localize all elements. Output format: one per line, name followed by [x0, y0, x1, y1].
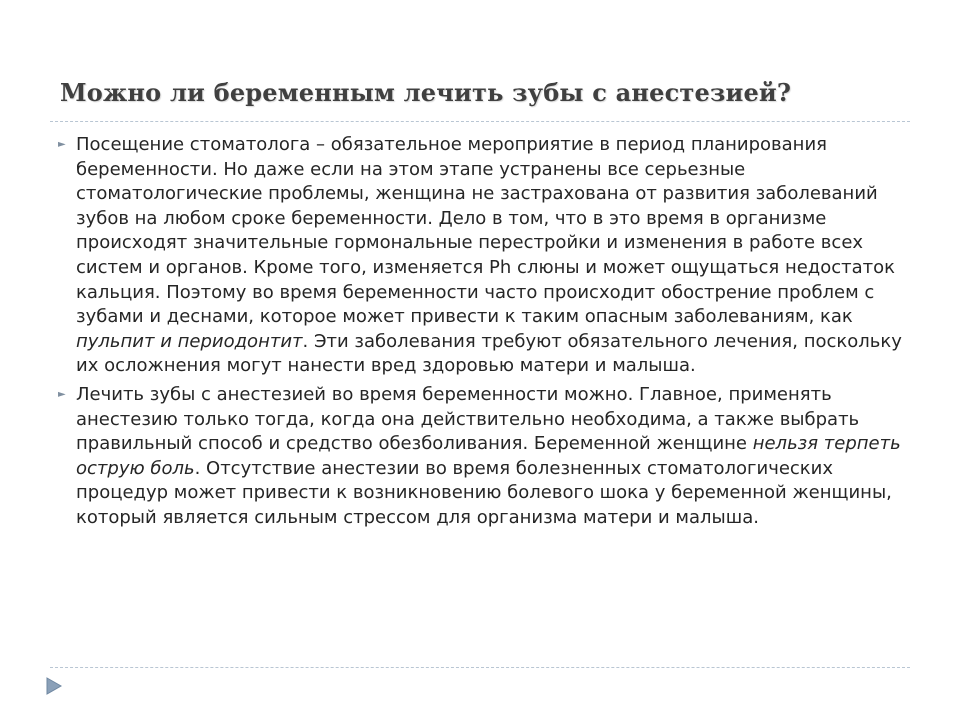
- play-arrow-icon[interactable]: [43, 676, 63, 696]
- bullet-icon: ►: [58, 388, 66, 400]
- bullet-text-italic: пульпит и периодонтит: [76, 330, 303, 352]
- bullet-text: [76, 384, 901, 528]
- bullet-icon: ►: [58, 139, 66, 150]
- bullet-text-italic: нельзя терпеть острую боль: [76, 433, 901, 479]
- title-divider: [50, 121, 910, 122]
- slide-title: Можно ли беременным лечить зубы с анестезией?: [60, 78, 792, 107]
- bullet-text-segment: . Эти заболевания требуют обязательного лечения, поскольку их осложнения могут нанести вред здоровью матери и малыша.: [76, 330, 902, 377]
- bullet-text-segment: Лечить зубы с анестезией во время беременности можно. Главное, применять анестезию только тогда, когда она действительно необходима, а также выбрать правильный способ и средство обезболивания. Беременной женщине: [76, 383, 860, 455]
- bullet-item: [56, 133, 920, 379]
- bullet-text: [76, 134, 902, 376]
- bullet-item: [56, 383, 920, 531]
- slide-content: [56, 133, 920, 535]
- footer-divider: [50, 667, 910, 668]
- bullet-text-segment: . Отсутствие анестезии во время болезненных стоматологических процедур может привести к возникновению болевого шока у беременной женщины, который является сильным стрессом для организма матери и малыша.: [76, 457, 892, 528]
- bullet-text-segment: Посещение стоматолога – обязательное мероприятие в период планирования беременности. Но даже если на этом этапе устранены все серьезные стоматологические проблемы, женщина не застрахована от развития заболеваний зубов на любом сроке беременности. Дело в том, что в это время в организме происходят значительные гормональные перестройки и изменения в работе всех систем и органов. Кроме того, изменяется Ph слюны и может ощущаться недостаток кальция. Поэтому во время беременности часто происходит обострение проблем с зубами и деснами, которое может привести к таким опасным заболеваниям, как: [76, 134, 896, 328]
